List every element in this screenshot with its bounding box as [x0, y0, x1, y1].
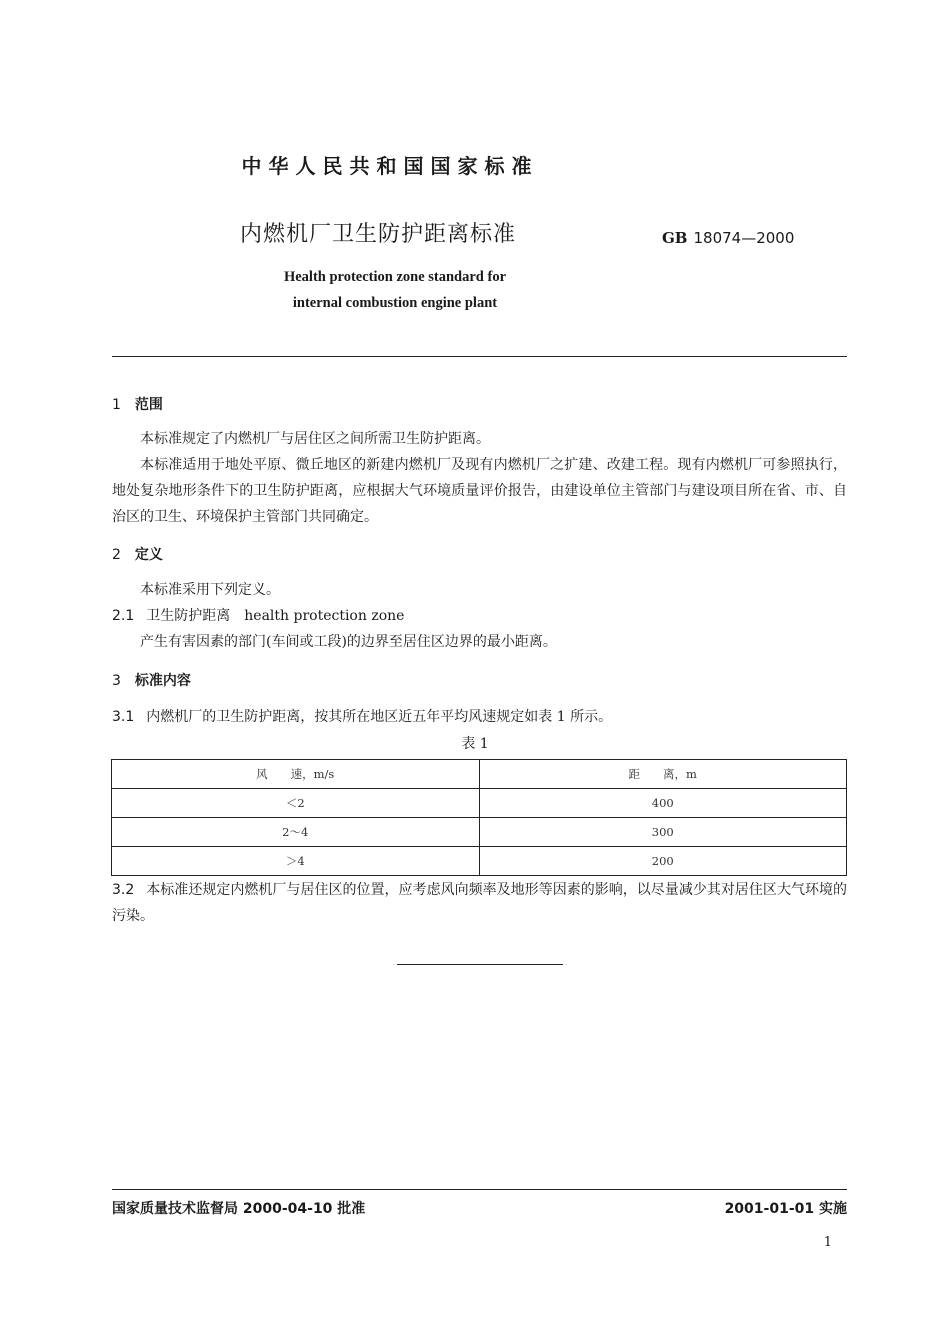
standard-code: 18074—2000: [693, 229, 795, 247]
clause-3-1-number: 3.1: [112, 709, 135, 725]
header-distance: 距 离，m: [479, 760, 847, 789]
cell-distance: 400: [479, 789, 847, 818]
table-row: [112, 818, 847, 847]
clause-2-1-term-cn: 卫生防护距离: [146, 608, 231, 624]
implementation-date: 2001-01-01 实施: [724, 1201, 847, 1217]
title-en-line2: internal combustion engine plant: [292, 295, 498, 311]
header-divider: [112, 356, 847, 357]
standard-title-english: [200, 264, 590, 316]
section-3-title: 标准内容: [134, 673, 191, 689]
clause-2-1-number: 2.1: [112, 608, 135, 624]
table-1: [111, 759, 847, 876]
section-3-heading: [112, 670, 191, 690]
section-1-number: 1: [112, 397, 121, 413]
clause-3-1-text: 内燃机厂的卫生防护距离，按其所在地区近五年平均风速规定如表 1 所示。: [146, 709, 613, 725]
title-en-line1: Health protection zone standard for: [283, 269, 507, 285]
section-1-title: 范围: [134, 397, 163, 413]
clause-3-2-number: 3.2: [112, 882, 135, 898]
table-row: [112, 789, 847, 818]
standard-title-chinese: 内燃机厂卫生防护距离标准: [240, 222, 517, 247]
cell-wind-speed: ＜2: [112, 789, 480, 818]
approval-statement: 国家质量技术监督局 2000-04-10 批准: [112, 1201, 366, 1217]
section-1-heading: [112, 394, 163, 414]
header-wind-speed: 风 速，m/s: [112, 760, 480, 789]
cell-wind-speed: ＞4: [112, 847, 480, 876]
clause-3-2: [112, 877, 847, 929]
clause-3-2-text: 本标准还规定内燃机厂与居住区的位置，应考虑风向频率及地形等因素的影响，以尽量减少其对居住区大气环境的污染。: [112, 882, 847, 924]
clause-2-1-definition: 产生有害因素的部门(车间或工段)的边界至居住区边界的最小距离。: [140, 634, 557, 650]
standard-prefix: GB: [662, 229, 688, 247]
table-row: [112, 847, 847, 876]
section-2-heading: [112, 544, 163, 564]
cell-distance: 200: [479, 847, 847, 876]
table-1-caption: 表 1: [461, 736, 489, 752]
section-2-paragraph-1: 本标准采用下列定义。: [140, 582, 280, 598]
page-number: 1: [823, 1235, 832, 1250]
section-3-number: 3: [112, 673, 121, 689]
clause-3-1: [112, 704, 847, 730]
standard-number: [662, 229, 794, 247]
end-of-text-rule: [397, 964, 563, 965]
cell-wind-speed: 2～4: [112, 818, 480, 847]
section-1-paragraph-1: 本标准规定了内燃机厂与居住区之间所需卫生防护距离。: [140, 431, 490, 447]
section-1-paragraph-2: 本标准适用于地处平原、微丘地区的新建内燃机厂及现有内燃机厂之扩建、改建工程。现有内燃机厂可参照执行，地处复杂地形条件下的卫生防护距离，应根据大气环境质量评价报告，由建设单位主管部门与建设项目所在省、市、自治区的卫生、环境保护主管部门共同确定。: [112, 457, 847, 525]
table-header-row: [112, 760, 847, 789]
section-2-title: 定义: [134, 547, 163, 563]
issuing-nation-title: 中华人民共和国国家标准: [241, 154, 539, 178]
cell-distance: 300: [479, 818, 847, 847]
footer-divider: [112, 1189, 847, 1190]
clause-2-1: [112, 603, 847, 629]
section-2-number: 2: [112, 547, 121, 563]
clause-2-1-term-en: health protection zone: [244, 608, 405, 624]
